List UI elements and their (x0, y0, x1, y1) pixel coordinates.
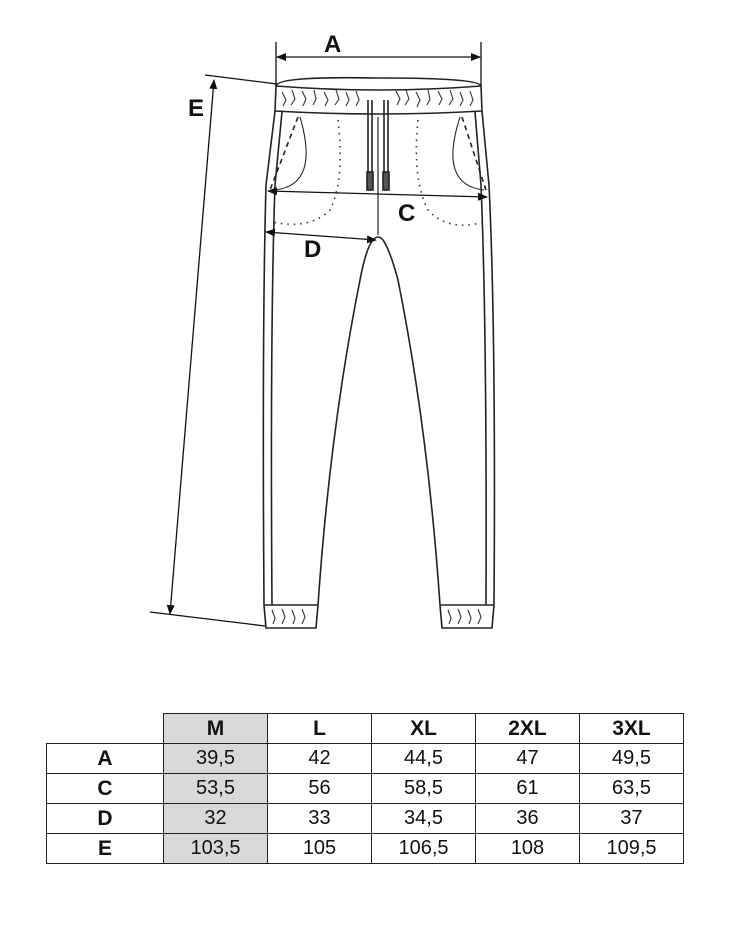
right-pocket (462, 117, 486, 190)
table-cell: 47 (476, 744, 580, 774)
header-l: L (268, 714, 372, 744)
pants-outline (263, 78, 494, 628)
table-corner (47, 714, 164, 744)
table-cell: 61 (476, 774, 580, 804)
row-label: D (47, 804, 164, 834)
table-cell: 44,5 (372, 744, 476, 774)
row-label: E (47, 834, 164, 864)
dimension-lines (150, 42, 487, 626)
label-a: A (324, 31, 342, 58)
table-cell: 37 (580, 804, 684, 834)
table-row (47, 774, 684, 804)
table-row (47, 744, 684, 774)
dimension-e-line (170, 80, 214, 614)
left-pocket (270, 117, 298, 190)
table-header-row (47, 714, 684, 744)
table-cell: 49,5 (580, 744, 684, 774)
label-e: E (188, 95, 205, 122)
label-d: D (304, 236, 322, 263)
table-cell: 105 (268, 834, 372, 864)
header-xl: XL (372, 714, 476, 744)
table-cell: 63,5 (580, 774, 684, 804)
table-cell: 42 (268, 744, 372, 774)
table-cell: 108 (476, 834, 580, 864)
waistband (275, 78, 482, 114)
table-cell: 53,5 (164, 774, 268, 804)
table-row (47, 804, 684, 834)
table-cell: 39,5 (164, 744, 268, 774)
table-cell: 32 (164, 804, 268, 834)
table-cell: 36 (476, 804, 580, 834)
table-cell: 109,5 (580, 834, 684, 864)
label-c: C (398, 200, 416, 227)
row-label: C (47, 774, 164, 804)
table-cell: 56 (268, 774, 372, 804)
header-3xl: 3XL (580, 714, 684, 744)
header-m: M (164, 714, 268, 744)
table-cell: 106,5 (372, 834, 476, 864)
table-row (47, 834, 684, 864)
row-label: A (47, 744, 164, 774)
header-2xl: 2XL (476, 714, 580, 744)
table-cell: 33 (268, 804, 372, 834)
size-table (46, 713, 684, 864)
table-cell: 58,5 (372, 774, 476, 804)
table-cell: 103,5 (164, 834, 268, 864)
left-leg (263, 111, 373, 628)
table-cell: 34,5 (372, 804, 476, 834)
